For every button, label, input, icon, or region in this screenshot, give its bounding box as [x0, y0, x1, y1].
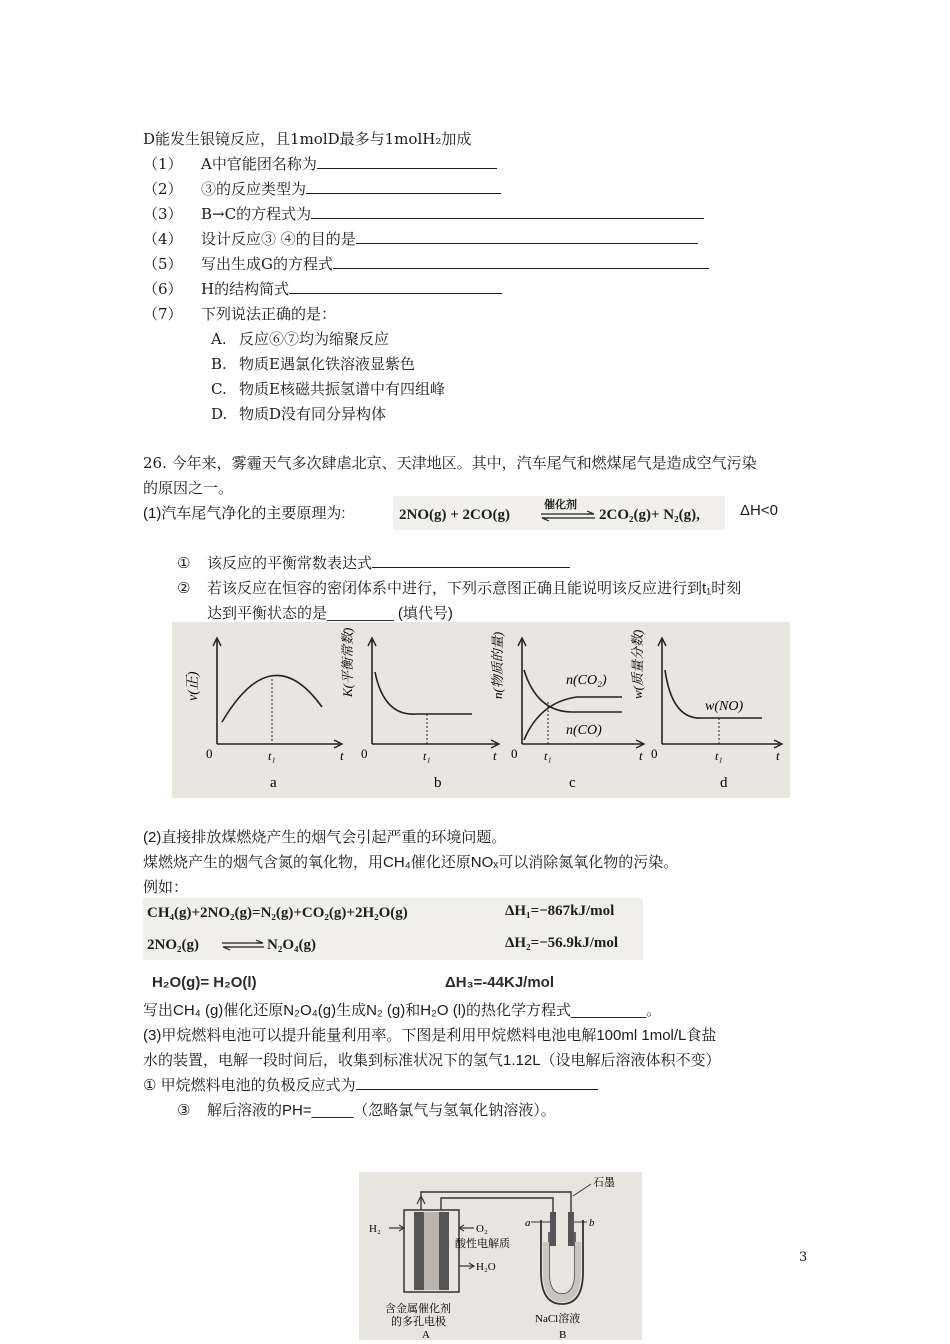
graph-d-ylabel: w(质量分数) — [630, 629, 645, 699]
graph-b — [340, 628, 499, 791]
h2-label: H₂ — [369, 1223, 381, 1235]
graph-a-t1: t₁ — [268, 749, 276, 763]
q25-option-c: C. 物质E核磁共振氢谱中有四组峰 — [211, 380, 445, 398]
electrode-label-2: 的多孔电极 — [391, 1316, 446, 1328]
graph-a-ylabel: v(正) — [186, 671, 201, 701]
nacl-label: NaCl溶液 — [535, 1313, 581, 1325]
eq2-right: N₂O₄(g) — [267, 937, 316, 953]
q25-option-a: A. 反应⑥⑦均为缩聚反应 — [211, 330, 390, 348]
reaction-photo — [393, 496, 725, 530]
graphs-svg — [172, 622, 790, 798]
graph-c-ylabel: n(物质的量) — [490, 631, 505, 699]
electrode-a-label: a — [525, 1217, 531, 1229]
q26-part2-line3: 例如： — [143, 879, 189, 896]
eq2-delta-h: ΔH₂=−56.9kJ/mol — [505, 935, 619, 951]
electrode-left — [414, 1212, 424, 1290]
eq1-delta-h: ΔH₁=−867kJ/mol — [505, 903, 615, 919]
graph-c-t1: t₁ — [544, 749, 552, 763]
q26-part3-sub1: ① 甲烷燃料电池的负极反应式为 — [143, 1074, 598, 1095]
eq1-text: CH₄(g)+2NO₂(g)=N₂(g)+CO₂(g)+2H₂O(g) — [147, 905, 408, 921]
eq2-left: 2NO₂(g) — [147, 937, 199, 953]
q26-part3-sub2: ③ 解后溶液的PH=_____（忽略氯气与氢氧化钠溶液）。 — [177, 1102, 556, 1119]
eq3-text: H₂O(g)= H₂O(l) — [152, 974, 257, 991]
q25-item-4: （4） 设计反应③ ④的目的是 — [143, 228, 698, 249]
graph-d-t1: t₁ — [715, 749, 723, 763]
apparatus-figure — [359, 1172, 642, 1340]
graph-c-label-top: n(CO₂) — [566, 673, 607, 688]
label-a: A — [422, 1329, 430, 1340]
graphs-figure — [172, 622, 790, 798]
graph-a-letter: a — [270, 775, 277, 791]
h2o-label: H₂O — [476, 1261, 496, 1273]
eq2-equilibrium-arrow-icon — [220, 939, 266, 951]
catalyst-label: 催化剂 — [544, 498, 577, 511]
graph-a-t: t — [340, 748, 344, 763]
eq3-delta-h: ΔH₃=-44KJ/mol — [445, 974, 554, 991]
q26-part2-task: 写出CH₄ (g)催化还原N₂O₄(g)生成N₂ (g)和H₂O (l)的热化学方程式_________。 — [143, 1002, 662, 1019]
electrolyte-label: 酸性电解质 — [455, 1238, 510, 1250]
graph-b-t1: t₁ — [423, 749, 431, 763]
q26-part2-line1: (2)直接排放煤燃烧产生的烟气会引起严重的环境问题。 — [143, 829, 507, 846]
reaction1-delta-h: ΔH<0 — [740, 502, 778, 519]
graph-b-origin: 0 — [361, 746, 368, 761]
q26-sub2: ② 若该反应在恒容的密闭体系中进行，下列示意图正确且能说明该反应进行到t₁时刻 — [177, 580, 742, 597]
q25-option-d: D. 物质D没有同分异构体 — [211, 405, 387, 423]
q25-intro: D能发生银镜反应，且1molD最多与1molH₂加成 — [143, 130, 472, 148]
q26-part1-label: (1)汽车尾气净化的主要原理为: — [143, 505, 346, 522]
graph-c — [490, 629, 645, 791]
equations-photo — [143, 898, 643, 960]
o2-label: O₂ — [476, 1223, 488, 1235]
graph-c-t: t — [639, 748, 643, 763]
graph-b-letter: b — [434, 775, 442, 791]
reaction-reactants: 2NO(g) + 2CO(g) — [399, 507, 511, 523]
electrode-label-1: 含金属催化剂 — [385, 1303, 451, 1315]
q25-item-5: （5） 写出生成G的方程式 — [143, 253, 709, 274]
electrode-b-label: b — [589, 1217, 595, 1229]
q25-item-1: （1） A中官能团名称为 — [143, 153, 497, 174]
label-b: B — [559, 1329, 567, 1340]
page-number: 3 — [799, 1250, 808, 1265]
reaction-products: 2CO₂(g)+ N₂(g), — [599, 507, 700, 523]
q26-part2-line2: 煤燃烧产生的烟气含氮的氧化物，用CH₄催化还原NOₓ可以消除氮氧化物的污染。 — [143, 854, 679, 871]
graph-d-label: w(NO) — [705, 699, 744, 714]
q26-part3-line1: (3)甲烷燃料电池可以提升能量利用率。下图是利用甲烷燃料电池电解100ml 1mol/L食盐 — [143, 1027, 717, 1044]
apparatus-svg — [359, 1172, 642, 1340]
q26-sub2-line2: 达到平衡状态的是________ (填代号) — [207, 605, 453, 622]
graphite-label: 石墨 — [593, 1177, 615, 1189]
q25-item-2: （2） ③的反应类型为 — [143, 178, 501, 199]
graph-a-origin: 0 — [206, 746, 213, 761]
q25-item-7: （7） 下列说法正确的是： — [143, 305, 337, 323]
electrode-b — [568, 1212, 574, 1246]
q26-line1: 26. 今年来，雾霾天气多次肆虐北京、天津地区。其中，汽车尾气和燃煤尾气是造成空气污染 — [143, 454, 757, 472]
graph-a — [185, 638, 344, 791]
graph-b-t: t — [493, 748, 497, 763]
graph-d-origin: 0 — [651, 746, 658, 761]
q25-item-3: （3） B→C的方程式为 — [143, 203, 704, 224]
graph-d-t: t — [776, 748, 780, 763]
q25-option-b: B. 物质E遇氯化铁溶液显紫色 — [211, 355, 415, 373]
graph-c-label-bottom: n(CO) — [566, 723, 602, 738]
electrode-a — [550, 1212, 556, 1246]
equilibrium-arrow-icon — [539, 510, 597, 522]
graph-b-curve — [375, 672, 472, 714]
q26-sub1: ① 该反应的平衡常数表达式 — [177, 552, 570, 573]
q26-line2: 的原因之一。 — [143, 479, 234, 497]
graph-c-origin: 0 — [511, 746, 518, 761]
q25-item-6: （6） H的结构简式 — [143, 278, 502, 299]
graph-d-letter: d — [720, 775, 728, 791]
graph-b-ylabel: K(平衡常数) — [340, 627, 355, 697]
graph-d — [630, 630, 782, 791]
graph-c-letter: c — [569, 775, 576, 791]
q26-part3-line2: 水的装置，电解一段时间后，收集到标准状况下的氢气1.12L（设电解后溶液体积不变） — [143, 1052, 721, 1069]
electrode-right — [439, 1212, 449, 1290]
